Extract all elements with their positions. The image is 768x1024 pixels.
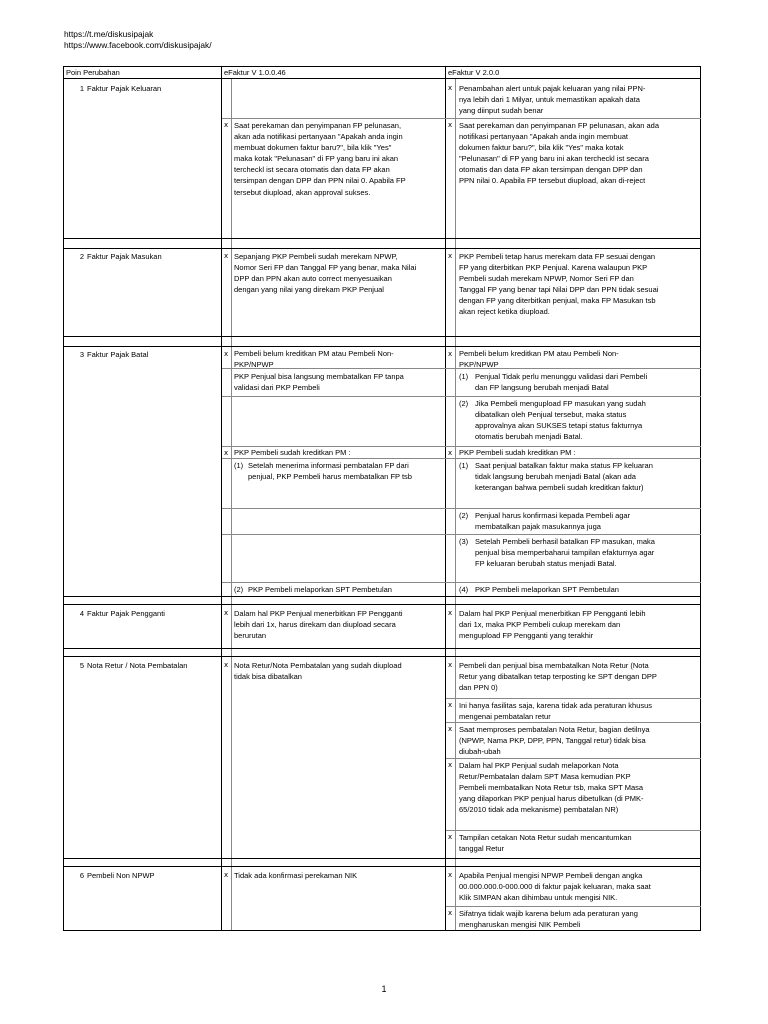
cell-old-retur: Nota Retur/Nota Pembatalan yang sudah diupload tidak bisa dibatalkan — [234, 661, 402, 682]
row-number: 3 — [79, 350, 84, 359]
cell-new-retur-5: Tampilan cetakan Nota Retur sudah mencantumkan tanggal Retur — [459, 833, 632, 854]
bullet-icon: ⅹ — [224, 122, 229, 129]
bullet-icon: ⅹ — [224, 610, 229, 617]
bullet-icon: ⅹ — [448, 872, 453, 879]
row-topic: Faktur Pajak Pengganti — [87, 609, 165, 618]
bullet-icon: ⅹ — [448, 610, 453, 617]
list-number: (2) — [459, 399, 469, 408]
telegram-link[interactable]: https://t.me/diskusipajak — [64, 29, 154, 39]
cell-new-batal-2b: Penjual harus konfirmasi kepada Pembeli agar membatalkan pajak masukannya juga — [475, 511, 631, 532]
bullet-icon: ⅹ — [448, 253, 453, 260]
cell-new-retur-1: Pembeli dan penjual bisa membatalkan Nota Retur (Nota Retur yang dibatalkan tetap terposting ke SPT dengan DPP dan PPN 0) — [459, 661, 657, 693]
cell-old-nonnpwp: Tidak ada konfirmasi perekaman NIK — [234, 871, 358, 880]
cell-old-pelunasan: Saat perekaman dan penyimpanan FP pelunasan, akan ada notifikasi pertanyaan "Apakah anda ingin membuat dokumen faktur baru?", bila klik "Yes" maka kotak "Pelunasan" di FP yang baru ini akan tercheckl ist secara otomatis dan data FP akan tersimpan dengan DPP dan PPN nilai 0. Apabila FP tersebut diupload, akan approval sukses. — [234, 121, 406, 197]
cell-new-retur-2: Ini hanya fasilitas saja, karena tidak ada peraturan khusus mengenai pembatalan retur — [459, 701, 653, 722]
bullet-icon: ⅹ — [448, 726, 453, 733]
bullet-icon: ⅹ — [448, 351, 453, 358]
cell-new-pelunasan: Saat perekaman dan penyimpanan FP pelunasan, akan ada notifikasi pertanyaan "Apakah anda ingin membuat dokumen faktur baru?", bila klik "Yes" maka kotak "Pelunasan" di FP yang baru ini akan tercheckl ist secara otomatis dan data FP akan tersimpan dengan DPP dan PPN nilai 0. Apabila FP tersebut diupload, akan di-reject — [459, 121, 660, 186]
row-topic: Nota Retur / Nota Pembatalan — [87, 661, 188, 670]
facebook-link[interactable]: https://www.facebook.com/diskusipajak/ — [64, 40, 212, 50]
row-number: 1 — [79, 84, 84, 93]
cell-new-retur-3: Saat memproses pembatalan Nota Retur, bagian detilnya (NPWP, Nama PKP, DPP, PPN, Tanggal retur) tidak bisa diubah-ubah — [459, 725, 650, 757]
row-number: 4 — [79, 609, 84, 618]
bullet-icon: ⅹ — [448, 662, 453, 669]
cell-new-batal-1a: Penjual Tidak perlu menunggu validasi dari Pembeli dan FP langsung berubah menjadi Batal — [475, 372, 648, 393]
list-number: (1) — [459, 461, 469, 470]
bullet-icon: ⅹ — [224, 450, 229, 457]
bullet-icon: ⅹ — [224, 662, 229, 669]
cell-old-batal-1b: PKP Penjual bisa langsung membatalkan FP tanpa validasi dari PKP Pembeli — [234, 372, 404, 393]
cell-old-batal-1: Pembeli belum kreditkan PM atau Pembeli Non- PKP/NPWP — [234, 349, 394, 370]
cell-new-batal-1: Pembeli belum kreditkan PM atau Pembeli Non- PKP/NPWP — [459, 349, 619, 370]
bullet-icon: ⅹ — [448, 450, 453, 457]
bullet-icon: ⅹ — [448, 834, 453, 841]
header-efaktur-new: eFaktur V 2.0.0 — [448, 68, 500, 77]
list-number: (2) — [459, 511, 469, 520]
page-number: 1 — [381, 984, 387, 994]
bullet-icon: ⅹ — [448, 762, 453, 769]
cell-new-batal-1b: Jika Pembeli mengupload FP masukan yang sudah dibatalkan oleh Penjual tersebut, maka status approvalnya akan SUKSES tetapi status fakturnya otomatis berubah menjadi Batal. — [475, 399, 646, 442]
row-topic: Pembeli Non NPWP — [87, 871, 155, 880]
cell-new-batal-2a: Saat penjual batalkan faktur maka status FP keluaran tidak langsung berubah menjadi Batal (akan ada keterangan bahwa pembeli sudah kreditkan faktur) — [475, 461, 653, 493]
bullet-icon: ⅹ — [448, 702, 453, 709]
cell-new-nonnpwp-2: Sifatnya tidak wajib karena belum ada peraturan yang mengharuskan mengisi NIK Pembeli — [459, 909, 638, 930]
bullet-icon: ⅹ — [448, 910, 453, 917]
cell-old-batal-2a: Setelah menerima informasi pembatalan FP dari penjual, PKP Pembeli harus membatalkan FP tsb — [248, 461, 412, 482]
bullet-icon: ⅹ — [448, 85, 453, 92]
cell-new-batal-2d: PKP Pembeli melaporkan SPT Pembetulan — [475, 585, 619, 594]
cell-old-batal-2: PKP Pembeli sudah kreditkan PM : — [234, 448, 351, 457]
cell-new-batal-2: PKP Pembeli sudah kreditkan PM : — [459, 448, 576, 457]
cell-old-masukan: Sepanjang PKP Pembeli sudah merekam NPWP, Nomor Seri FP dan Tanggal FP yang benar, maka Nilai DPP dan PPN akan auto correct menyesuaikan dengan yang nilai yang direkam PKP Penjual — [234, 252, 417, 295]
bullet-icon: ⅹ — [448, 122, 453, 129]
row-topic: Faktur Pajak Masukan — [87, 252, 162, 261]
list-number: (3) — [459, 537, 469, 546]
header-efaktur-old: eFaktur V 1.0.0.46 — [224, 68, 286, 77]
bullet-icon: ⅹ — [224, 253, 229, 260]
list-number: (4) — [459, 585, 469, 594]
bullet-icon: ⅹ — [224, 872, 229, 879]
bullet-icon: ⅹ — [224, 351, 229, 358]
list-number: (2) — [234, 585, 244, 594]
cell-new-nonnpwp-1: Apabila Penjual mengisi NPWP Pembeli dengan angka 00.000.000.0-000.000 di faktur pajak keluaran, maka saat Klik SIMPAN akan dihimbau untuk mengisi NIK. — [459, 871, 651, 903]
list-number: (1) — [234, 461, 244, 470]
cell-new-alert: Penambahan alert untuk pajak keluaran yang nilai PPN- nya lebih dari 1 Milyar, untuk memastikan apakah data yang diinput sudah benar — [459, 84, 646, 116]
header-poin-perubahan: Poin Perubahan — [66, 68, 120, 77]
cell-old-pengganti: Dalam hal PKP Penjual menerbitkan FP Pengganti lebih dari 1x, harus direkam dan diupload secara berurutan — [234, 609, 403, 641]
row-number: 6 — [79, 871, 84, 880]
list-number: (1) — [459, 372, 469, 381]
cell-old-batal-2b: PKP Pembeli melaporkan SPT Pembetulan — [248, 585, 392, 594]
cell-new-pengganti: Dalam hal PKP Penjual menerbitkan FP Pengganti lebih dari 1x, maka PKP Pembeli cukup merekam dan mengupload FP Pengganti yang terakhir — [459, 609, 646, 641]
cell-new-batal-2c: Setelah Pembeli berhasil batalkan FP masukan, maka penjual bisa memperbaharui tampilan efakturnya agar FP keluaran berubah status menjadi Batal. — [475, 537, 655, 569]
row-topic: Faktur Pajak Keluaran — [87, 84, 162, 93]
cell-new-retur-4: Dalam hal PKP Penjual sudah melaporkan Nota Retur/Pembatalan dalam SPT Masa kemudian PKP Pembeli membatalkan Nota Retur tsb, maka SPT Masa yang dilaporkan PKP penjual harus dibetulkan (di PMK- 65/2010 tidak ada mekanisme) pembatalan NR) — [459, 761, 644, 815]
row-topic: Faktur Pajak Batal — [87, 350, 149, 359]
cell-new-masukan: PKP Pembeli tetap harus merekam data FP sesuai dengan FP yang diterbitkan PKP Penjual. Karena walaupun PKP Pembeli sudah merekam NPWP, Nomor Seri FP dan Tanggal FP yang benar tapi Nilai DPP dan PPN tidak sesuai dengan FP yang diterbitkan penjual, maka FP Masukan tsb akan reject ketika diupload. — [459, 252, 659, 317]
row-number: 2 — [79, 252, 84, 261]
row-number: 5 — [79, 661, 84, 670]
